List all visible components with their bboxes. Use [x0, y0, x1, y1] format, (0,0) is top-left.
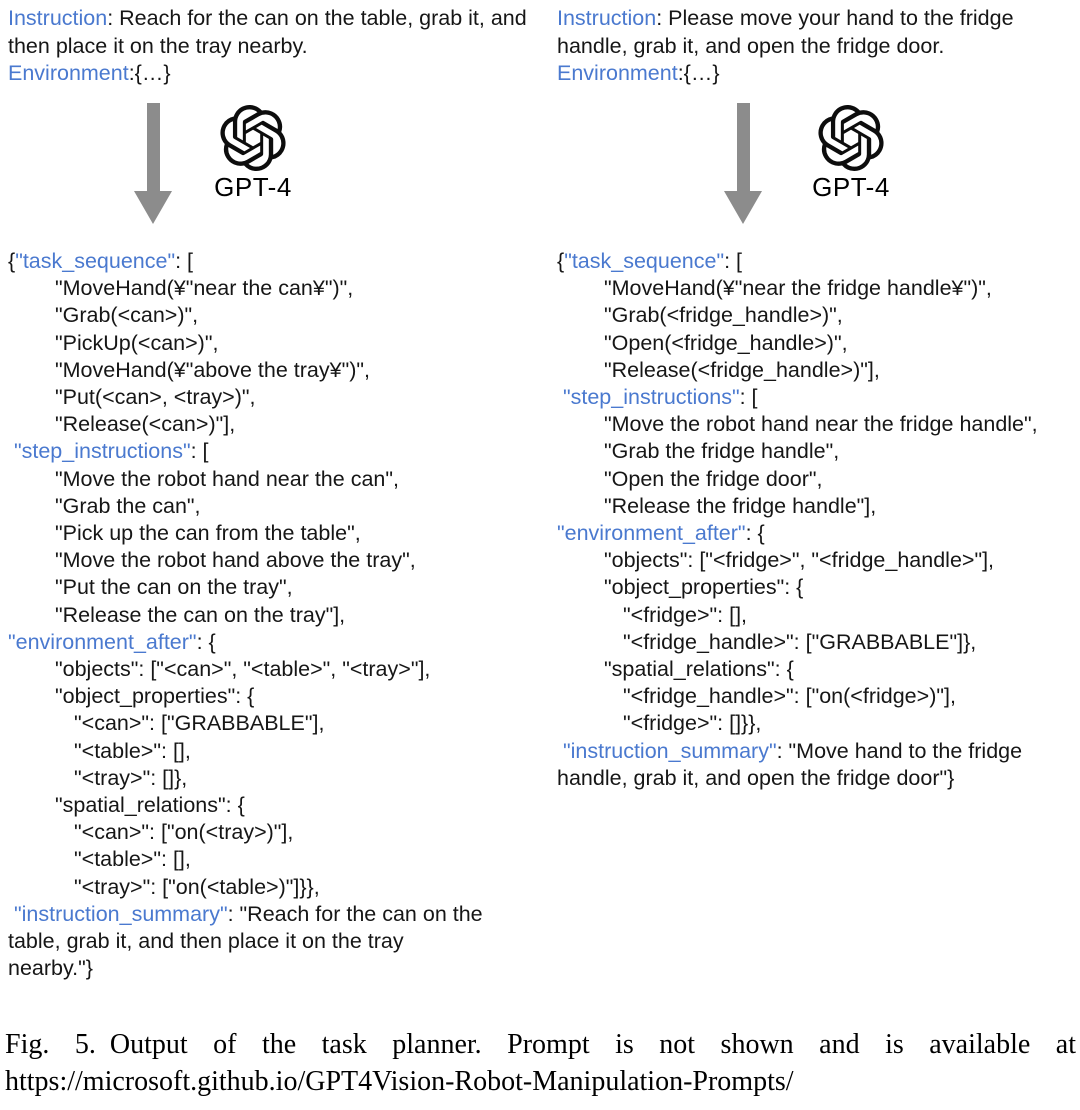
- text-line: [557, 275, 1038, 302]
- text-line: [8, 819, 483, 846]
- model-label: GPT-4: [812, 172, 890, 202]
- text-line: [557, 602, 1038, 629]
- text-segment: : "Move hand to the fridge: [776, 738, 1023, 763]
- figure-number: Fig. 5.: [5, 1029, 96, 1060]
- text-line: [8, 275, 483, 302]
- text-line: [557, 493, 1038, 520]
- text-line: [8, 874, 483, 901]
- text-segment: "Put the can on the tray",: [55, 575, 293, 600]
- text-segment: handle, grab it, and open the fridge door"}: [557, 765, 955, 790]
- text-line: [8, 738, 483, 765]
- text-line: [8, 438, 483, 465]
- text-segment: "Grab(<can>)",: [55, 303, 199, 328]
- json-key: "step_instructions": [13, 439, 191, 464]
- text-line: [8, 520, 483, 547]
- text-segment: : [: [190, 439, 209, 464]
- gpt4-model: [188, 105, 318, 203]
- text-line: [557, 629, 1038, 656]
- text-line: [557, 5, 1080, 60]
- text-line: [8, 357, 483, 384]
- example-can-tray: [8, 5, 543, 981]
- text-segment: "Move the robot hand near the can",: [55, 466, 399, 491]
- text-line: [557, 60, 1080, 88]
- example-fridge: [557, 5, 1080, 790]
- text-segment: nearby."}: [8, 956, 93, 981]
- text-line: [8, 302, 483, 329]
- json-key: Instruction: [557, 6, 657, 30]
- text-line: [557, 683, 1038, 710]
- text-line: [8, 629, 483, 656]
- text-segment: "spatial_relations": {: [604, 657, 794, 682]
- json-key: "environment_after": [557, 521, 746, 546]
- text-segment: "<table>": [],: [74, 738, 191, 763]
- text-segment: "PickUp(<can>)",: [55, 330, 219, 355]
- text-segment: "Pick up the can from the table",: [55, 521, 361, 546]
- text-segment: "MoveHand(¥"near the fridge handle¥")",: [604, 276, 992, 301]
- text-line: [8, 955, 483, 982]
- figure-caption: [5, 1026, 1076, 1100]
- text-segment: : {: [196, 629, 216, 654]
- text-segment: "Grab the fridge handle",: [604, 439, 840, 464]
- text-line: [8, 547, 483, 574]
- text-line: [8, 411, 483, 438]
- text-segment: "Grab the can",: [55, 493, 201, 518]
- text-line: [557, 738, 1038, 765]
- json-key: "instruction_summary": [562, 738, 777, 763]
- text-line: [8, 384, 483, 411]
- json-key: Environment: [557, 61, 678, 85]
- text-line: [8, 656, 483, 683]
- text-line: [557, 466, 1038, 493]
- text-line: [8, 928, 483, 955]
- text-segment: : "Reach for the can on the: [227, 901, 483, 926]
- planner-output-json: [8, 248, 483, 982]
- text-line: [557, 656, 1038, 683]
- text-line: [557, 302, 1038, 329]
- text-segment: "Grab(<fridge_handle>)",: [604, 303, 843, 328]
- text-segment: "Move the robot hand above the tray",: [55, 548, 416, 573]
- instruction-text: [557, 5, 1080, 88]
- json-key: Environment: [8, 61, 129, 85]
- text-line: [557, 520, 1038, 547]
- text-segment: "Release the can on the tray"],: [55, 602, 346, 627]
- text-segment: : {: [745, 521, 765, 546]
- text-segment: "<fridge>": [],: [623, 602, 748, 627]
- text-segment: "objects": ["<can>", "<table>", "<tray>"],: [55, 657, 431, 682]
- text-line: [557, 384, 1038, 411]
- text-line: [557, 357, 1038, 384]
- instruction-text: [8, 5, 543, 88]
- text-line: [8, 602, 483, 629]
- json-key: "environment_after": [8, 629, 197, 654]
- text-line: [557, 438, 1038, 465]
- down-arrow-icon: [723, 103, 763, 225]
- json-key: "task_sequence": [15, 249, 176, 273]
- text-line: [8, 683, 483, 710]
- text-segment: : Please move your hand to the fridge handle, grab it, and open the fridge door.: [557, 6, 1014, 58]
- text-line: [557, 574, 1038, 601]
- text-segment: table, grab it, and then place it on the tray: [8, 929, 404, 954]
- planner-output-json: [557, 248, 1038, 792]
- text-segment: {: [557, 249, 565, 273]
- text-line: [8, 846, 483, 873]
- text-segment: "MoveHand(¥"above the tray¥")",: [55, 357, 370, 382]
- text-segment: : Reach for the can on the table, grab it, and then place it on the tray nearby.: [8, 6, 527, 58]
- text-segment: "Put(<can>, <tray>)",: [55, 385, 256, 410]
- json-key: "instruction_summary": [13, 901, 228, 926]
- text-segment: "MoveHand(¥"near the can¥")",: [55, 276, 354, 301]
- openai-logo-icon: [818, 105, 884, 171]
- text-segment: "Move the robot hand near the fridge handle",: [604, 412, 1038, 437]
- gpt4-model: [786, 105, 916, 203]
- json-key: "step_instructions": [562, 385, 740, 410]
- caption-text: Output of the task planner. Prompt is not shown and is available at https://microsoft.github.io/GPT4Vision-Robot-Manipulation-Prompts/: [5, 1029, 1077, 1097]
- text-segment: "Release(<can>)"],: [55, 412, 236, 437]
- down-arrow-icon: [133, 103, 173, 225]
- text-segment: "object_properties": {: [604, 575, 804, 600]
- text-line: [8, 5, 543, 60]
- text-segment: "Open(<fridge_handle>)",: [604, 330, 848, 355]
- text-line: [8, 765, 483, 792]
- text-line: [557, 547, 1038, 574]
- text-segment: "Open the fridge door",: [604, 466, 823, 491]
- text-segment: "<can>": ["GRABBABLE"],: [74, 711, 325, 736]
- text-line: [8, 574, 483, 601]
- text-line: [8, 466, 483, 493]
- text-line: [557, 411, 1038, 438]
- text-segment: "<fridge_handle>": ["GRABBABLE"]},: [623, 629, 977, 654]
- text-segment: : [: [175, 249, 194, 273]
- text-line: [557, 765, 1038, 792]
- text-line: [8, 493, 483, 520]
- text-segment: : [: [739, 385, 758, 410]
- text-line: [8, 710, 483, 737]
- text-segment: "<tray>": []},: [74, 765, 188, 790]
- openai-logo-icon: [220, 105, 286, 171]
- text-line: [8, 792, 483, 819]
- text-line: [8, 60, 543, 88]
- text-line: [557, 710, 1038, 737]
- text-segment: "spatial_relations": {: [55, 793, 245, 818]
- text-segment: "<fridge_handle>": ["on(<fridge>)"],: [623, 684, 956, 709]
- text-segment: "<can>": ["on(<tray>)"],: [74, 820, 294, 845]
- text-segment: : [: [724, 249, 743, 273]
- text-segment: "<table>": [],: [74, 847, 191, 872]
- text-segment: "object_properties": {: [55, 684, 255, 709]
- text-line: [557, 330, 1038, 357]
- model-label: GPT-4: [214, 172, 292, 202]
- text-segment: "Release the fridge handle"],: [604, 493, 877, 518]
- text-segment: :{…}: [677, 61, 720, 85]
- text-segment: "<fridge>": []}},: [623, 711, 762, 736]
- text-segment: :{…}: [128, 61, 171, 85]
- text-line: [8, 901, 483, 928]
- text-segment: {: [8, 249, 16, 273]
- text-segment: "objects": ["<fridge>", "<fridge_handle>"],: [604, 548, 995, 573]
- json-key: Instruction: [8, 6, 108, 30]
- text-segment: "<tray>": ["on(<table>)"]}},: [74, 874, 320, 899]
- text-line: [557, 248, 1038, 275]
- json-key: "task_sequence": [564, 249, 725, 273]
- text-line: [8, 248, 483, 275]
- text-segment: "Release(<fridge_handle>)"],: [604, 357, 880, 382]
- text-line: [8, 330, 483, 357]
